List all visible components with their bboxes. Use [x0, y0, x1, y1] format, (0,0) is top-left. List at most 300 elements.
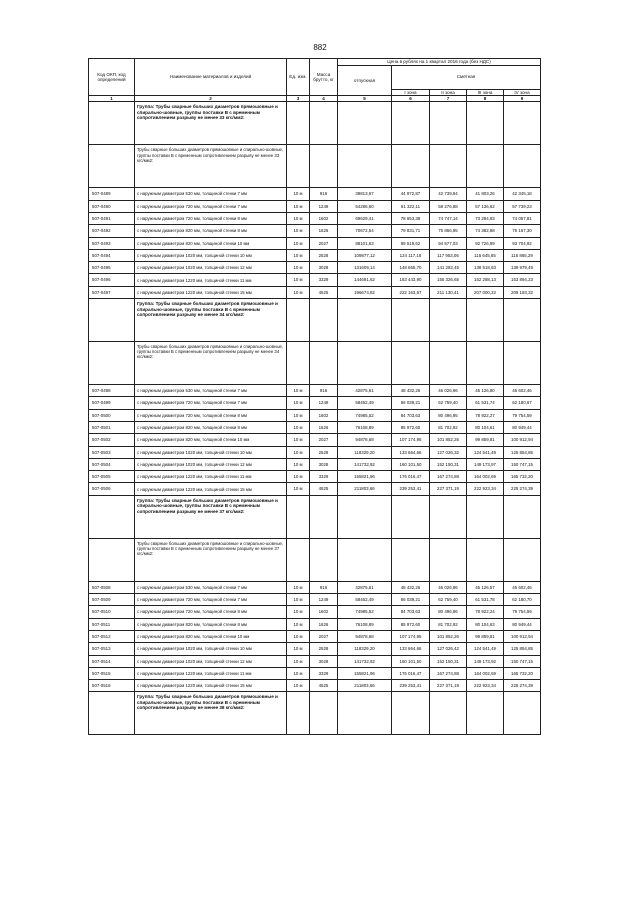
- item-name: с наружным диаметром 1020 мм, толщиной стенки 10 мм: [135, 643, 287, 655]
- item-mass: 1602: [310, 606, 338, 618]
- item-unit: 10 м: [287, 200, 310, 212]
- item-z4: 165 732,20: [504, 667, 541, 679]
- item-z1: 48 432,26: [392, 581, 430, 593]
- header-price-title: Цена в рублях на 1 квартал 2016 года (без НДС): [338, 59, 541, 66]
- item-unit: 10 м: [287, 434, 310, 446]
- empty-cell: [430, 692, 467, 735]
- header-zone-1: I зона: [392, 89, 430, 96]
- item-release: 58462,49: [338, 594, 392, 606]
- item-mass: 2528: [310, 446, 338, 458]
- header-estimate: Сметная: [392, 65, 541, 89]
- item-mass: 4525: [310, 680, 338, 692]
- item-z2: 58 276,88: [430, 200, 467, 212]
- table-row: [89, 200, 541, 212]
- item-name: с наружным диаметром 1020 мм, толщиной стенки 10 мм: [135, 249, 287, 261]
- item-z3: 74 382,88: [467, 225, 504, 237]
- item-z2: 80 496,96: [430, 606, 467, 618]
- item-z2: 81 702,92: [430, 618, 467, 630]
- item-code: 507-0493: [89, 237, 135, 249]
- item-z3: 222 923,34: [467, 680, 504, 692]
- empty-cell: [310, 102, 338, 145]
- table-row: [89, 630, 541, 642]
- item-z2: 75 866,95: [430, 225, 467, 237]
- item-unit: 10 м: [287, 458, 310, 470]
- item-mass: 3028: [310, 262, 338, 274]
- empty-cell: [89, 692, 135, 735]
- item-code: 507-0492: [89, 225, 135, 237]
- item-z2: 46 026,96: [430, 385, 467, 397]
- item-z3: 152 288,13: [467, 274, 504, 286]
- item-z1: 176 016,47: [392, 667, 430, 679]
- item-release: 141732,92: [338, 655, 392, 667]
- column-number: 1: [89, 96, 135, 102]
- item-z3: 99 859,81: [467, 630, 504, 642]
- item-unit: 10 м: [287, 606, 310, 618]
- item-z4: 125 854,85: [504, 643, 541, 655]
- item-z4: 57 739,23: [504, 200, 541, 212]
- group-title: Группа: Трубы сварные больших диаметров прямошовные и спирально-шовные, группы поставки В с временным сопротивлением разрыву не менее 37 кгс/мм2:: [135, 495, 287, 538]
- item-z2: 167 274,88: [430, 471, 467, 483]
- item-z3: 45 126,80: [467, 385, 504, 397]
- empty-cell: [310, 692, 338, 735]
- item-code: 507-0512: [89, 630, 135, 642]
- item-z2: 81 702,92: [430, 421, 467, 433]
- group-row: [89, 299, 541, 342]
- item-code: 507-0491: [89, 212, 135, 224]
- subgroup-row: [89, 538, 541, 581]
- table-body: [89, 102, 541, 735]
- item-z2: 80 496,95: [430, 409, 467, 421]
- item-z2: 141 282,45: [430, 262, 467, 274]
- item-name: с наружным диаметром 1020 мм, толщиной стенки 12 мм: [135, 262, 287, 274]
- item-z1: 85 972,60: [392, 421, 430, 433]
- group-row: [89, 102, 541, 145]
- item-z2: 94 577,03: [430, 237, 467, 249]
- item-code: 507-0502: [89, 434, 135, 446]
- empty-cell: [338, 102, 392, 145]
- table-row: [89, 606, 541, 618]
- empty-cell: [392, 692, 430, 735]
- item-unit: 10 м: [287, 581, 310, 593]
- item-mass: 916: [310, 581, 338, 593]
- empty-cell: [504, 102, 541, 145]
- item-z3: 78 922,24: [467, 606, 504, 618]
- subgroup-row: [89, 145, 541, 188]
- item-unit: 10 м: [287, 286, 310, 298]
- item-release: 118329,20: [338, 446, 392, 458]
- item-mass: 3329: [310, 274, 338, 286]
- item-release: 155821,96: [338, 471, 392, 483]
- item-z4: 100 912,94: [504, 434, 541, 446]
- item-z2: 74 747,14: [430, 212, 467, 224]
- table-row: [89, 188, 541, 200]
- empty-cell: [504, 342, 541, 385]
- item-name: с наружным диаметром 530 мм, толщиной стенки 7 мм: [135, 188, 287, 200]
- item-name: с наружным диаметром 820 мм, толщиной стенки 10 мм: [135, 237, 287, 249]
- item-mass: 1626: [310, 618, 338, 630]
- column-number: 4: [310, 96, 338, 102]
- table-row: [89, 397, 541, 409]
- item-z4: 139 979,49: [504, 262, 541, 274]
- empty-cell: [467, 342, 504, 385]
- item-z4: 42 345,18: [504, 188, 541, 200]
- item-unit: 10 м: [287, 594, 310, 606]
- item-release: 58462,49: [338, 397, 392, 409]
- item-unit: 10 м: [287, 630, 310, 642]
- empty-cell: [89, 145, 135, 188]
- item-unit: 10 м: [287, 655, 310, 667]
- item-z1: 222 163,67: [392, 286, 430, 298]
- empty-cell: [89, 495, 135, 538]
- empty-cell: [430, 495, 467, 538]
- item-code: 507-0504: [89, 458, 135, 470]
- empty-cell: [89, 299, 135, 342]
- empty-cell: [89, 342, 135, 385]
- empty-cell: [89, 538, 135, 581]
- group-title: Группа: Трубы сварные больших диаметров прямошовные и спирально-шовные, группы поставки В с временным сопротивлением разрыву не менее 34 кгс/мм2:: [135, 299, 287, 342]
- table-row: [89, 581, 541, 593]
- item-z1: 85 972,60: [392, 618, 430, 630]
- item-z2: 46 026,96: [430, 581, 467, 593]
- item-z2: 167 274,88: [430, 667, 467, 679]
- item-z1: 44 972,87: [392, 188, 430, 200]
- item-unit: 10 м: [287, 483, 310, 495]
- item-name: с наружным диаметром 720 мм, толщиной стенки 7 мм: [135, 200, 287, 212]
- empty-cell: [287, 145, 310, 188]
- item-z4: 45 602,46: [504, 581, 541, 593]
- item-release: 76108,89: [338, 421, 392, 433]
- item-z4: 45 602,46: [504, 385, 541, 397]
- item-z4: 75 167,30: [504, 225, 541, 237]
- item-z1: 239 253,41: [392, 680, 430, 692]
- header-zone-4: IV зона: [504, 89, 541, 96]
- item-mass: 4525: [310, 286, 338, 298]
- item-release: 118329,20: [338, 643, 392, 655]
- table-row: [89, 434, 541, 446]
- item-mass: 916: [310, 385, 338, 397]
- item-code: 507-0511: [89, 618, 135, 630]
- item-name: с наружным диаметром 1220 мм, толщиной стенки 11 мм: [135, 274, 287, 286]
- item-z4: 100 912,94: [504, 630, 541, 642]
- empty-cell: [338, 299, 392, 342]
- item-release: 74985,52: [338, 409, 392, 421]
- item-release: 39813,67: [338, 188, 392, 200]
- column-number: 6: [392, 96, 430, 102]
- table-row: [89, 421, 541, 433]
- item-release: 69629,41: [338, 212, 392, 224]
- item-code: 507-0501: [89, 421, 135, 433]
- empty-cell: [310, 145, 338, 188]
- header-mass: Масса брутто, кг: [310, 59, 338, 96]
- table-row: [89, 274, 541, 286]
- item-mass: 1249: [310, 200, 338, 212]
- empty-cell: [287, 495, 310, 538]
- empty-cell: [430, 299, 467, 342]
- item-unit: 10 м: [287, 618, 310, 630]
- item-unit: 10 м: [287, 421, 310, 433]
- empty-cell: [467, 145, 504, 188]
- item-z3: 41 803,26: [467, 188, 504, 200]
- item-name: с наружным диаметром 1220 мм, толщиной стенки 15 мм: [135, 680, 287, 692]
- item-z1: 133 664,66: [392, 446, 430, 458]
- item-z1: 66 039,21: [392, 397, 430, 409]
- subgroup-row: [89, 342, 541, 385]
- item-name: с наружным диаметром 820 мм, толщиной стенки 8 мм: [135, 421, 287, 433]
- empty-cell: [338, 145, 392, 188]
- item-z4: 225 274,39: [504, 483, 541, 495]
- item-mass: 3329: [310, 471, 338, 483]
- item-code: 507-0503: [89, 446, 135, 458]
- header-release: отпускная: [338, 65, 392, 96]
- empty-cell: [467, 102, 504, 145]
- table-row: [89, 655, 541, 667]
- item-z1: 66 039,21: [392, 594, 430, 606]
- column-number: 2: [135, 96, 287, 102]
- header-name: Наименование материалов и изделий: [135, 59, 287, 96]
- item-z2: 227 371,19: [430, 483, 467, 495]
- empty-cell: [310, 538, 338, 581]
- empty-cell: [287, 538, 310, 581]
- header-unit: Ед. изм.: [287, 59, 310, 96]
- item-unit: 10 м: [287, 385, 310, 397]
- empty-cell: [392, 145, 430, 188]
- empty-cell: [392, 495, 430, 538]
- item-mass: 2528: [310, 643, 338, 655]
- empty-cell: [430, 102, 467, 145]
- price-table: [88, 58, 541, 735]
- item-release: 155821,96: [338, 667, 392, 679]
- item-z3: 138 518,63: [467, 262, 504, 274]
- item-z1: 133 664,66: [392, 643, 430, 655]
- item-z4: 165 732,20: [504, 471, 541, 483]
- item-unit: 10 м: [287, 237, 310, 249]
- item-z3: 80 104,61: [467, 421, 504, 433]
- item-z4: 79 754,59: [504, 409, 541, 421]
- item-code: 507-0496: [89, 274, 135, 286]
- empty-cell: [338, 538, 392, 581]
- item-code: 507-0505: [89, 471, 135, 483]
- item-z3: 78 922,27: [467, 409, 504, 421]
- item-release: 144691,62: [338, 274, 392, 286]
- empty-cell: [467, 692, 504, 735]
- empty-cell: [467, 299, 504, 342]
- item-z4: 93 704,92: [504, 237, 541, 249]
- empty-cell: [89, 102, 135, 145]
- item-name: с наружным диаметром 1020 мм, толщиной стенки 12 мм: [135, 655, 287, 667]
- header-code: Код ОКП, код определений: [89, 59, 135, 96]
- item-release: 211803,66: [338, 483, 392, 495]
- item-release: 54286,60: [338, 200, 392, 212]
- item-release: 211803,66: [338, 680, 392, 692]
- item-z4: 116 865,29: [504, 249, 541, 261]
- item-mass: 1249: [310, 397, 338, 409]
- item-z4: 80 949,44: [504, 618, 541, 630]
- item-unit: 10 м: [287, 397, 310, 409]
- item-z3: 149 173,92: [467, 655, 504, 667]
- item-mass: 2528: [310, 249, 338, 261]
- item-name: с наружным диаметром 530 мм, толщиной стенки 7 мм: [135, 385, 287, 397]
- empty-cell: [338, 495, 392, 538]
- item-unit: 10 м: [287, 643, 310, 655]
- item-z3: 61 531,78: [467, 594, 504, 606]
- item-z3: 164 002,69: [467, 667, 504, 679]
- item-name: с наружным диаметром 720 мм, толщиной стенки 8 мм: [135, 409, 287, 421]
- item-z1: 61 322,11: [392, 200, 430, 212]
- item-z3: 73 284,93: [467, 212, 504, 224]
- item-z4: 74 057,81: [504, 212, 541, 224]
- subgroup-title: Трубы сварные больших диаметров прямошовные и спирально-шовные, группы поставки В с временным сопротивлением разрыву не менее 37 кгс/мм2:: [135, 538, 287, 581]
- item-z4: 150 747,15: [504, 458, 541, 470]
- item-name: с наружным диаметром 1020 мм, толщиной стенки 10 мм: [135, 446, 287, 458]
- item-code: 507-0508: [89, 581, 135, 593]
- empty-cell: [287, 692, 310, 735]
- item-name: с наружным диаметром 720 мм, толщиной стенки 8 мм: [135, 212, 287, 224]
- empty-cell: [392, 299, 430, 342]
- item-release: 76108,89: [338, 618, 392, 630]
- table-row: [89, 458, 541, 470]
- page-number: 882: [313, 43, 327, 52]
- item-z4: 225 274,39: [504, 680, 541, 692]
- column-number: 8: [467, 96, 504, 102]
- group-row: [89, 495, 541, 538]
- item-name: с наружным диаметром 820 мм, толщиной стенки 8 мм: [135, 225, 287, 237]
- empty-cell: [392, 342, 430, 385]
- item-mass: 3329: [310, 667, 338, 679]
- item-z2: 127 026,32: [430, 446, 467, 458]
- item-name: с наружным диаметром 530 мм, толщиной стенки 7 мм: [135, 581, 287, 593]
- item-z3: 57 136,62: [467, 200, 504, 212]
- table-row: [89, 225, 541, 237]
- item-z3: 115 645,85: [467, 249, 504, 261]
- column-number: 7: [430, 96, 467, 102]
- item-code: 507-0509: [89, 594, 135, 606]
- item-release: 109877,12: [338, 249, 392, 261]
- item-z2: 101 852,26: [430, 630, 467, 642]
- item-name: с наружным диаметром 720 мм, толщиной стенки 7 мм: [135, 397, 287, 409]
- empty-cell: [467, 495, 504, 538]
- item-z4: 150 747,15: [504, 655, 541, 667]
- item-z1: 78 653,38: [392, 212, 430, 224]
- item-unit: 10 м: [287, 446, 310, 458]
- item-unit: 10 м: [287, 249, 310, 261]
- item-code: 507-0494: [89, 249, 135, 261]
- item-z3: 92 726,99: [467, 237, 504, 249]
- empty-cell: [392, 538, 430, 581]
- empty-cell: [287, 102, 310, 145]
- subgroup-title: Трубы сварные больших диаметров прямошовные и спирально-шовные, группы поставки В с временным сопротивлением разрыву не менее 34 кгс/мм2:: [135, 342, 287, 385]
- group-title: Группа: Трубы сварные больших диаметров прямошовные и спирально-шовные, группы поставки В с временным сопротивлением разрыву не менее 33 кгс/мм2:: [135, 102, 287, 145]
- item-z3: 61 531,74: [467, 397, 504, 409]
- table-row: [89, 446, 541, 458]
- item-release: 131609,14: [338, 262, 392, 274]
- item-name: с наружным диаметром 1020 мм, толщиной стенки 12 мм: [135, 458, 287, 470]
- item-unit: 10 м: [287, 667, 310, 679]
- item-code: 507-0516: [89, 680, 135, 692]
- item-code: 507-0515: [89, 667, 135, 679]
- empty-cell: [430, 342, 467, 385]
- item-z1: 176 016,47: [392, 471, 430, 483]
- item-code: 507-0495: [89, 262, 135, 274]
- item-z2: 127 026,42: [430, 643, 467, 655]
- item-name: с наружным диаметром 1220 мм, толщиной стенки 11 мм: [135, 471, 287, 483]
- item-z1: 163 443,90: [392, 274, 430, 286]
- item-z1: 148 665,70: [392, 262, 430, 274]
- item-mass: 1602: [310, 409, 338, 421]
- item-z2: 42 739,94: [430, 188, 467, 200]
- table-row: [89, 667, 541, 679]
- empty-cell: [287, 299, 310, 342]
- item-unit: 10 м: [287, 680, 310, 692]
- item-name: с наружным диаметром 720 мм, толщиной стенки 7 мм: [135, 594, 287, 606]
- empty-cell: [310, 299, 338, 342]
- item-release: 94878,68: [338, 630, 392, 642]
- empty-cell: [504, 145, 541, 188]
- table-header: [89, 59, 541, 102]
- table-row: [89, 618, 541, 630]
- item-code: 507-0498: [89, 385, 135, 397]
- item-z3: 207 000,22: [467, 286, 504, 298]
- item-mass: 3028: [310, 655, 338, 667]
- table-row: [89, 409, 541, 421]
- empty-cell: [504, 538, 541, 581]
- item-z2: 227 371,19: [430, 680, 467, 692]
- table-row: [89, 680, 541, 692]
- item-mass: 916: [310, 188, 338, 200]
- item-mass: 2027: [310, 630, 338, 642]
- item-unit: 10 м: [287, 274, 310, 286]
- item-z3: 124 541,49: [467, 643, 504, 655]
- item-code: 507-0514: [89, 655, 135, 667]
- empty-cell: [310, 342, 338, 385]
- item-code: 507-0500: [89, 409, 135, 421]
- item-unit: 10 м: [287, 212, 310, 224]
- item-z1: 84 703,63: [392, 409, 430, 421]
- item-z2: 152 150,31: [430, 655, 467, 667]
- item-unit: 10 м: [287, 471, 310, 483]
- item-mass: 1249: [310, 594, 338, 606]
- item-z3: 99 859,81: [467, 434, 504, 446]
- item-name: с наружным диаметром 820 мм, толщиной стенки 10 мм: [135, 630, 287, 642]
- table-row: [89, 237, 541, 249]
- item-name: с наружным диаметром 820 мм, толщиной стенки 10 мм: [135, 434, 287, 446]
- item-z2: 62 759,40: [430, 594, 467, 606]
- empty-cell: [504, 495, 541, 538]
- item-release: 42875,61: [338, 385, 392, 397]
- item-z4: 209 183,32: [504, 286, 541, 298]
- item-z3: 222 923,34: [467, 483, 504, 495]
- empty-cell: [504, 692, 541, 735]
- item-mass: 4525: [310, 483, 338, 495]
- item-mass: 2027: [310, 434, 338, 446]
- item-z2: 101 852,26: [430, 434, 467, 446]
- empty-cell: [430, 145, 467, 188]
- item-z4: 125 854,85: [504, 446, 541, 458]
- item-z4: 153 894,23: [504, 274, 541, 286]
- item-code: 507-0510: [89, 606, 135, 618]
- group-title: Группа: Трубы сварные больших диаметров прямошовные и спирально-шовные, группы поставки В с временным сопротивлением разрыву не менее 38 кгс/мм2:: [135, 692, 287, 735]
- item-release: 94878,68: [338, 434, 392, 446]
- item-mass: 1626: [310, 421, 338, 433]
- table-row: [89, 483, 541, 495]
- item-name: с наружным диаметром 720 мм, толщиной стенки 8 мм: [135, 606, 287, 618]
- item-z2: 117 953,06: [430, 249, 467, 261]
- item-release: 70672,54: [338, 225, 392, 237]
- table-row: [89, 249, 541, 261]
- item-z2: 155 326,65: [430, 274, 467, 286]
- empty-cell: [430, 538, 467, 581]
- item-mass: 1602: [310, 212, 338, 224]
- item-z3: 45 126,57: [467, 581, 504, 593]
